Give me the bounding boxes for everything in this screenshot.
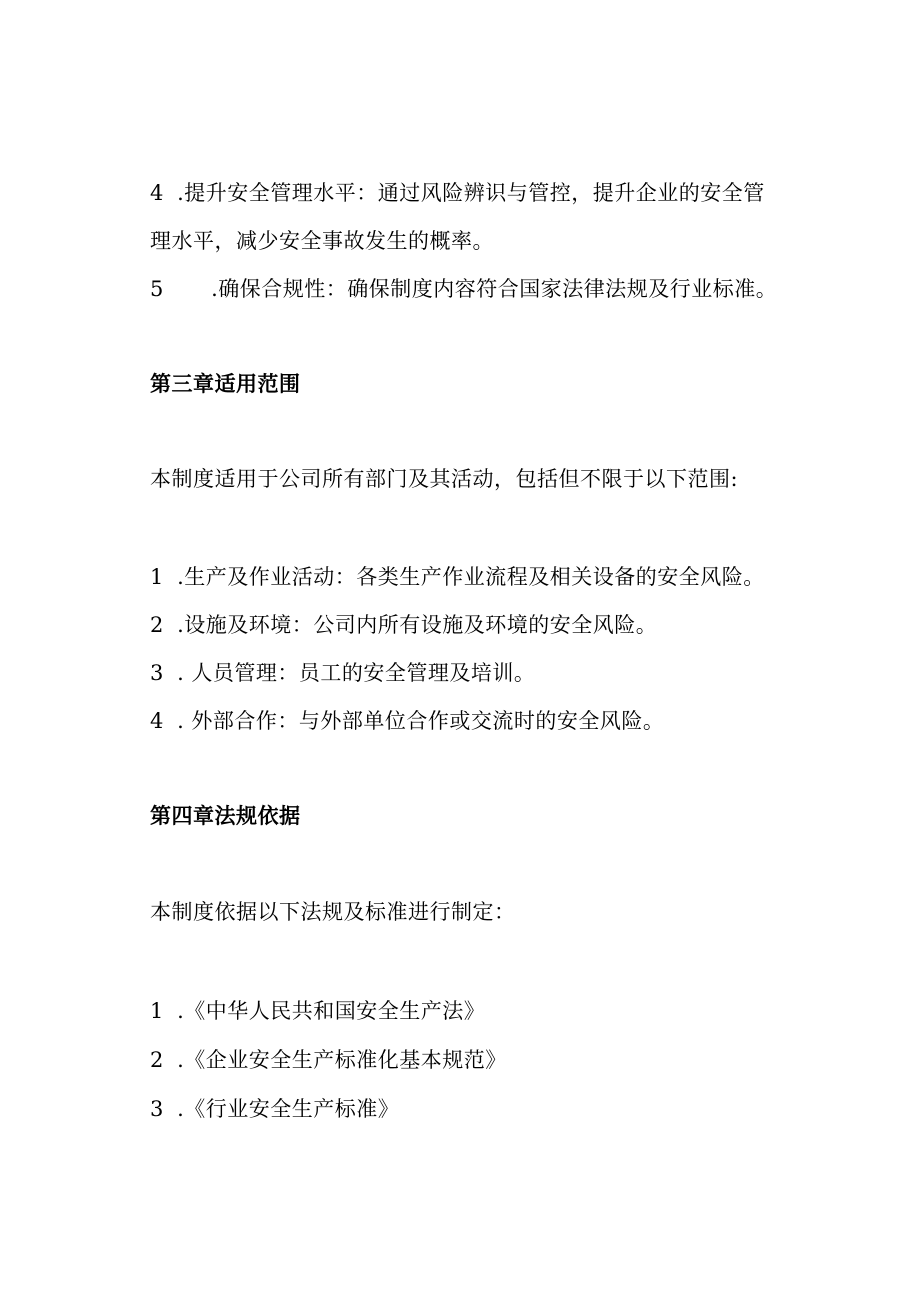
list-number: 2 — [150, 613, 164, 637]
chapter-4-item-2 — [150, 1045, 507, 1075]
chapter-4-item-3 — [150, 1094, 399, 1124]
chapter-3-item-1 — [150, 562, 765, 592]
chapter-4-title: 第四章法规依据 — [150, 804, 301, 828]
chapter-3-item-3 — [150, 658, 535, 688]
list-number: 5 — [150, 277, 164, 301]
list-number: 3 — [150, 661, 164, 685]
list-number: 3 — [150, 1097, 164, 1121]
list-number: 1 — [150, 565, 164, 589]
list-text: .《中华人民共和国安全生产法》 — [177, 999, 486, 1023]
list-number: 2 — [150, 1048, 164, 1072]
list-text: .《行业安全生产标准》 — [177, 1097, 400, 1121]
chapter-3-item-2 — [150, 610, 657, 640]
list-number: 4 — [150, 181, 164, 205]
list-text: . 人员管理：员工的安全管理及培训。 — [177, 661, 536, 685]
list-number: 1 — [150, 999, 164, 1023]
chapter-3-item-4 — [150, 706, 664, 736]
chapter-3-title: 第三章适用范围 — [150, 372, 301, 396]
list-text: . 外部合作：与外部单位合作或交流时的安全风险。 — [177, 709, 665, 733]
list-text: .生产及作业活动：各类生产作业流程及相关设备的安全风险。 — [177, 565, 765, 589]
list-text: .设施及环境：公司内所有设施及环境的安全风险。 — [177, 613, 658, 637]
list-text: .提升安全管理水平：通过风险辨识与管控，提升企业的安全管 — [177, 181, 765, 205]
list-item-4 — [150, 178, 765, 208]
chapter-3-intro: 本制度适用于公司所有部门及其活动，包括但不限于以下范围: — [150, 467, 739, 491]
list-text: .《企业安全生产标准化基本规范》 — [177, 1048, 507, 1072]
chapter-4-intro: 本制度依据以下法规及标准进行制定： — [150, 900, 516, 924]
chapter-4-item-1 — [150, 996, 485, 1026]
list-item-4-continuation: 理水平，减少安全事故发生的概率。 — [150, 229, 494, 253]
list-number: 4 — [150, 709, 164, 733]
list-text: .确保合规性：确保制度内容符合国家法律法规及行业标准。 — [211, 277, 778, 301]
list-item-5 — [150, 274, 777, 304]
